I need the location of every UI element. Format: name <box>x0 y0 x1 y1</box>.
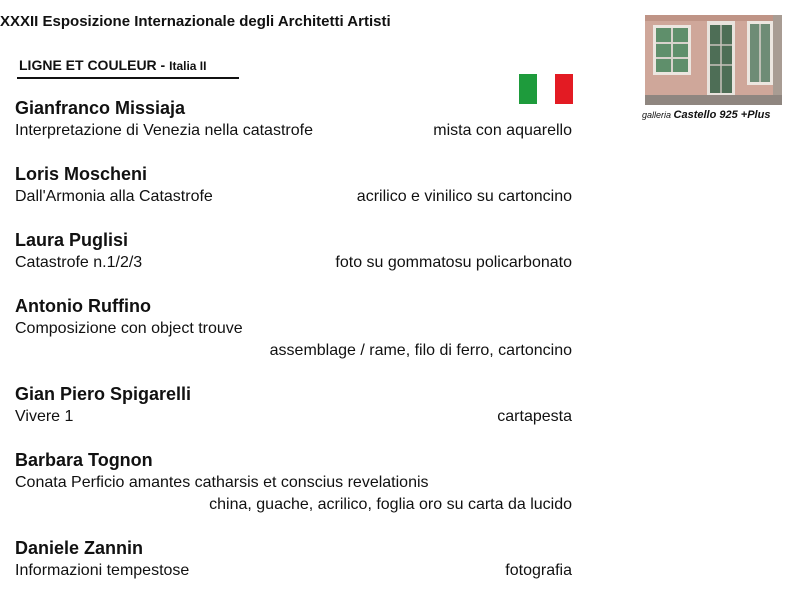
artwork-title: Vivere 1 <box>15 408 74 425</box>
artwork-title: Composizione con object trouve <box>15 320 243 337</box>
section-underline <box>17 77 239 79</box>
artwork-medium: mista con aquarello <box>433 122 572 139</box>
section-heading-sub: Italia II <box>169 59 207 73</box>
artist-name: Laura Puglisi <box>15 230 129 250</box>
artist-name: Loris Moscheni <box>15 164 148 184</box>
artist-name: Gianfranco Missiaja <box>15 98 186 118</box>
artwork-title: Interpretazione di Venezia nella catastrofe <box>15 122 313 139</box>
artwork-medium: assemblage / rame, filo di ferro, cartoncino <box>269 342 572 359</box>
gallery-caption <box>642 109 770 121</box>
artist-name: Gian Piero Spigarelli <box>15 384 192 404</box>
artist-name: Barbara Tognon <box>15 450 153 470</box>
section-heading <box>19 57 206 73</box>
artwork-medium: cartapesta <box>497 408 572 425</box>
page-title: XXXII Esposizione Internazionale degli Architetti Artisti <box>0 13 391 30</box>
artist-name: Daniele Zannin <box>15 538 144 558</box>
flag-green-stripe <box>519 74 537 104</box>
building-facade-image <box>645 15 782 105</box>
artwork-title: Dall'Armonia alla Catastrofe <box>15 188 213 205</box>
artwork-medium: foto su gommatosu policarbonato <box>335 254 572 271</box>
artwork-medium: fotografia <box>505 562 572 579</box>
artwork-title: Conata Perficio amantes catharsis et conscius revelationis <box>15 474 429 491</box>
flag-white-stripe <box>537 74 555 104</box>
italian-flag <box>519 74 573 104</box>
artist-name: Antonio Ruffino <box>15 296 151 316</box>
artwork-medium: acrilico e vinilico su cartoncino <box>356 188 572 205</box>
gallery-caption-prefix: galleria <box>642 110 674 120</box>
section-heading-main: LIGNE ET COULEUR - <box>19 57 170 73</box>
gallery-building-photo <box>645 15 782 105</box>
artwork-medium: china, guache, acrilico, foglia oro su carta da lucido <box>209 496 572 513</box>
artwork-title: Informazioni tempestose <box>15 562 190 579</box>
flag-red-stripe <box>555 74 573 104</box>
artwork-title: Catastrofe n.1/2/3 <box>15 254 143 271</box>
gallery-caption-name: Castello 925 +Plus <box>673 109 771 121</box>
